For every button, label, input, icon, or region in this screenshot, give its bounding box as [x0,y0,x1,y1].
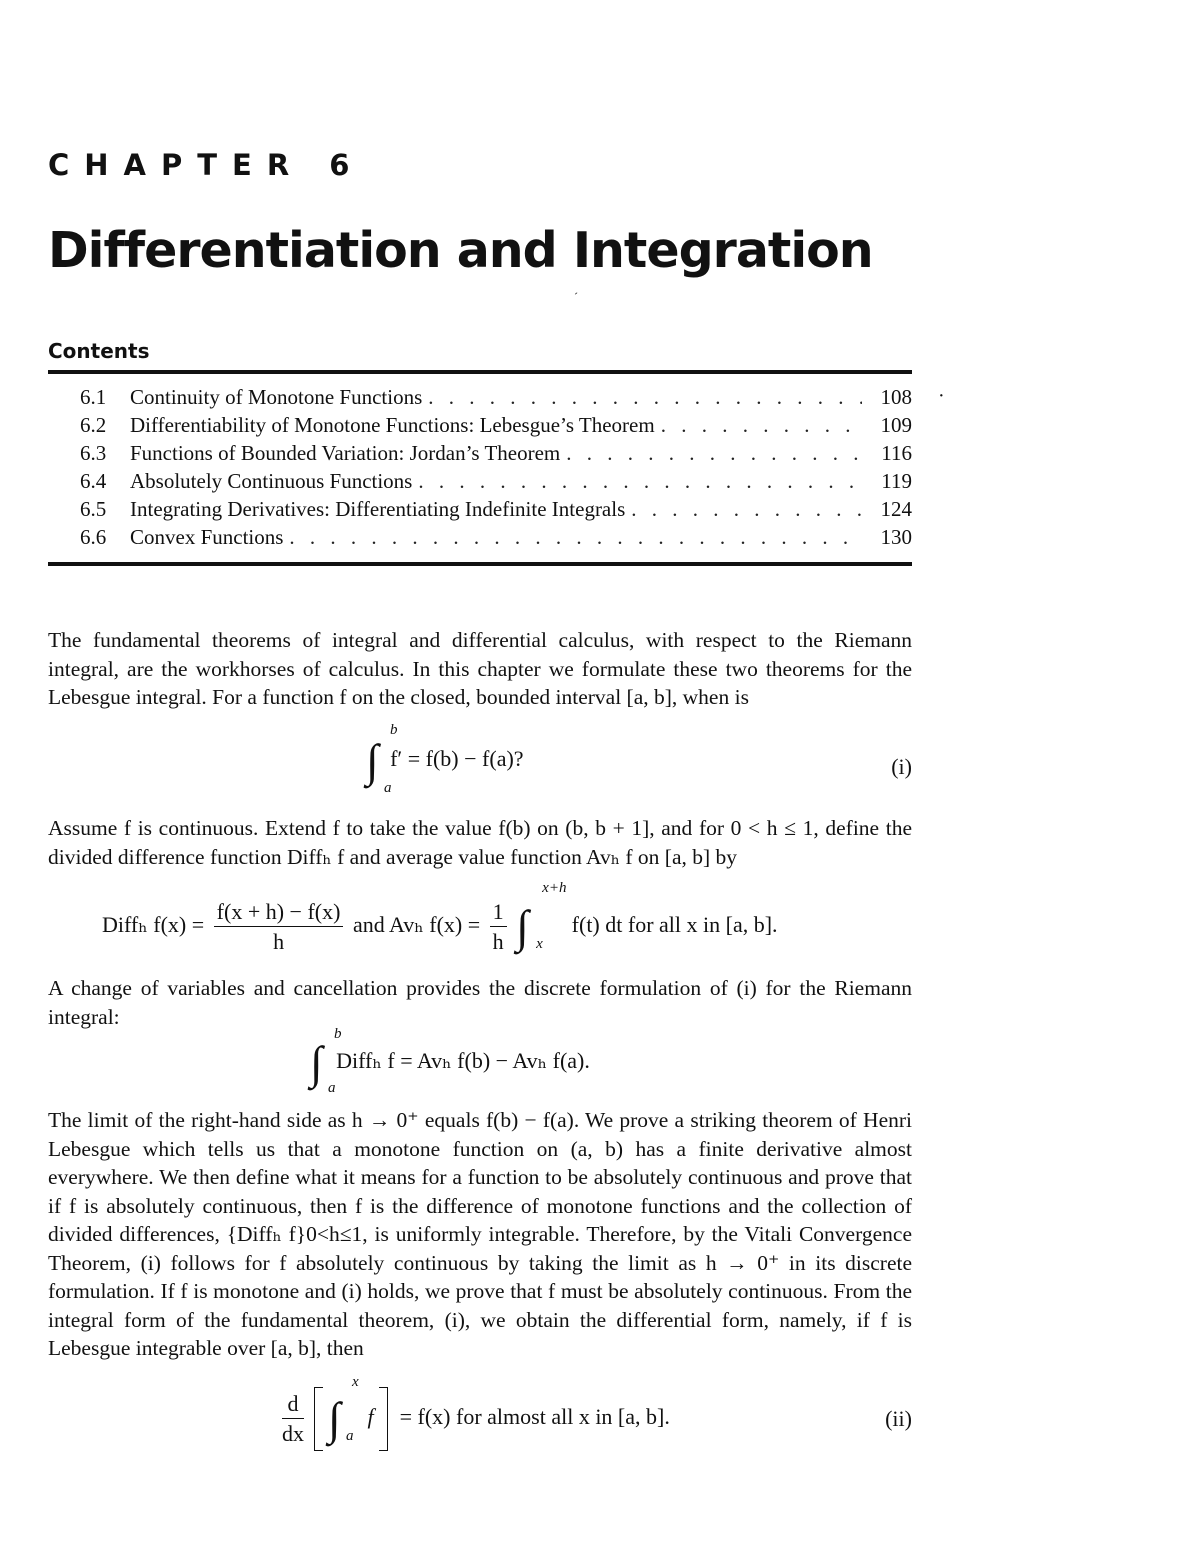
equation-tag: (ii) [885,1406,912,1431]
lower-limit: a [328,1080,336,1096]
upper-limit: x+h [542,880,567,896]
toc-leader [428,385,862,410]
toc-number: 6.5 [80,497,107,521]
chapter-title: Differentiation and Integration [48,222,873,279]
toc-number: 6.4 [80,469,107,493]
toc-entry[interactable] [48,469,912,497]
toc-entry[interactable] [48,497,912,525]
toc-number: 6.3 [80,441,107,465]
lower-limit: a [346,1428,354,1444]
body-paragraph: The limit of the right-hand side as h → 0⁺ equals f(b) − f(a). We prove a striking theorem of Henri Lebesgue which tells us that a monotone function on (a, b) has a finite derivative almost everywhere. We then define what it means for a function to be absolutely continuous and prove that if f is absolutely continuous, then f is the difference of monotone functions and the collection of divided differences, {Diffₕ f}0<h≤1, is uniformly integrable. Therefore, by the Vitali Convergence Theorem, (i) follows for f absolutely continuous by taking the limit as h → 0⁺ in its discrete formulation. If f is monotone and (i) holds, we prove that f must be absolutely continuous. From the integral form of the fundamental theorem, (i), we obtain the differential form, namely, if f is Lebesgue integrable over [a, b], then [48,1108,912,1360]
equation-ii [278,1374,670,1456]
eq-left: Diffₕ f(x) = [102,912,205,937]
toc-leader [631,497,862,522]
toc-leader [566,441,862,466]
integral-sign: ∫ [310,1037,323,1088]
equation-body: f′ = f(b) − f(a)? [390,746,524,771]
integral-sign: ∫ [328,1393,341,1444]
toc-entry[interactable] [48,525,912,553]
body-paragraph: Assume f is continuous. Extend f to take the value f(b) on (b, b + 1], and for 0 < h ≤ 1, define the divided difference function Diffₕ f and average value function Avₕ f on [a, b] by [48,816,912,869]
toc-title: Differentiability of Monotone Functions: Lebesgue’s Theorem [130,413,655,437]
toc-leader [661,413,862,438]
table-of-contents [48,370,912,566]
toc-page: 130 [880,525,912,549]
toc-leader [418,469,862,494]
scan-mark: ´ [574,290,578,304]
denominator: h [273,928,285,954]
fraction [490,899,507,955]
fraction [282,1391,304,1447]
toc-title: Integrating Derivatives: Differentiating Indefinite Integrals [130,497,626,521]
eq-right: f(t) dt for all x in [a, b]. [571,912,778,937]
toc-leader [289,525,862,550]
integrand: f [367,1404,374,1429]
toc-entry[interactable] [48,385,912,413]
upper-limit: b [334,1026,342,1042]
eq-mid: and Avₕ f(x) = [352,912,481,937]
numerator: d [282,1391,304,1419]
chapter-label: CHAPTER 6 [48,148,365,182]
right-bracket [379,1387,388,1451]
toc-number: 6.1 [80,385,107,409]
equation-diff-av [102,880,778,958]
toc-page: 109 [880,413,912,437]
numerator: f(x + h) − f(x) [214,899,344,927]
denominator: dx [282,1420,304,1446]
equation-body: Diffₕ f = Avₕ f(b) − Avₕ f(a). [336,1048,590,1073]
toc-title: Convex Functions [130,525,284,549]
equation-discrete [310,1026,590,1096]
denominator: h [492,928,504,954]
scan-mark: · [938,385,945,407]
upper-limit: b [390,722,398,738]
numerator: 1 [490,899,507,927]
toc-entry[interactable] [48,441,912,469]
fraction [214,899,344,955]
integral-sign: ∫ [366,735,379,786]
equation-i [366,722,524,796]
eq-right: = f(x) for almost all x in [a, b]. [399,1404,670,1429]
left-bracket [314,1387,323,1451]
toc-page: 124 [880,497,912,521]
equation-tag: (i) [891,754,912,779]
toc-number: 6.2 [80,413,107,437]
upper-limit: x [352,1374,359,1390]
contents-heading: Contents [48,339,150,363]
toc-page: 119 [881,469,912,493]
body-paragraph: A change of variables and cancellation provides the discrete formulation of (i) for the Riemann integral: [48,976,912,1029]
toc-title: Absolutely Continuous Functions [130,469,413,493]
integral-sign: ∫ [516,901,529,952]
toc-page: 108 [880,385,912,409]
lower-limit: a [384,780,392,796]
toc-title: Functions of Bounded Variation: Jordan’s Theorem [130,441,561,465]
toc-number: 6.6 [80,525,107,549]
toc-page: 116 [881,441,912,465]
toc-entry[interactable] [48,413,912,441]
body-paragraph: The fundamental theorems of integral and differential calculus, with respect to the Riemann integral, are the workhorses of calculus. In this chapter we formulate these two theorems for the Lebesgue integral. For a function f on the closed, bounded interval [a, b], when is [48,628,912,709]
toc-title: Continuity of Monotone Functions [130,385,423,409]
lower-limit: x [536,936,543,952]
